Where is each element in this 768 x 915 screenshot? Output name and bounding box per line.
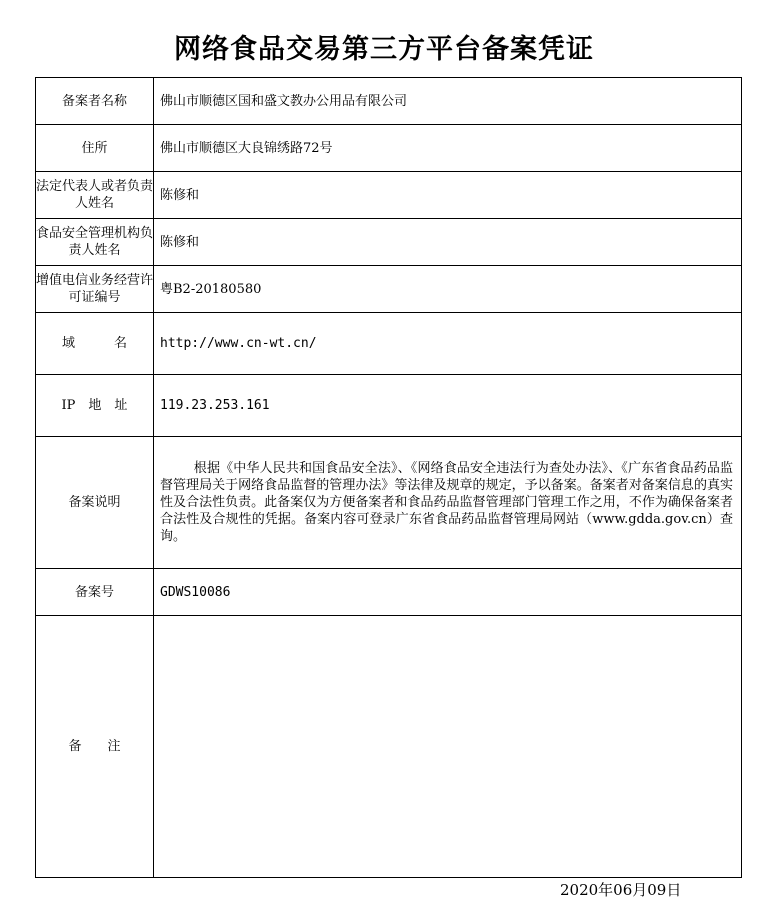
table-row-food-safety-manager — [36, 219, 742, 266]
description-label: 备案说明 — [36, 437, 154, 569]
record-no-label: 备案号 — [36, 569, 154, 616]
table-row-telecom-license — [36, 266, 742, 313]
issue-date: 2020年06月09日 — [560, 881, 682, 899]
filer-name-value: 佛山市顺德区国和盛文教办公用品有限公司 — [154, 78, 742, 125]
description-cell — [154, 437, 742, 569]
food-safety-manager-label: 食品安全管理机构负责人姓名 — [36, 219, 154, 266]
ip-address-label: IP 地 址 — [36, 375, 154, 437]
table-row-domain — [36, 313, 742, 375]
address-value: 佛山市顺德区大良锦绣路72号 — [154, 125, 742, 172]
table-row-description — [36, 437, 742, 569]
food-safety-manager-value: 陈修和 — [154, 219, 742, 266]
legal-rep-value: 陈修和 — [154, 172, 742, 219]
ip-address-value: 119.23.253.161 — [154, 375, 742, 437]
domain-label: 域 名 — [36, 313, 154, 375]
address-label: 住所 — [36, 125, 154, 172]
record-table — [35, 77, 742, 878]
domain-value: http://www.cn-wt.cn/ — [154, 313, 742, 375]
legal-rep-label: 法定代表人或者负责人姓名 — [36, 172, 154, 219]
telecom-license-value: 粤B2-20180580 — [154, 266, 742, 313]
table-row-address — [36, 125, 742, 172]
table-row-record-no — [36, 569, 742, 616]
document-title: 网络食品交易第三方平台备案凭证 — [174, 34, 594, 65]
remarks-label: 备 注 — [36, 616, 154, 878]
telecom-license-label: 增值电信业务经营许可证编号 — [36, 266, 154, 313]
remarks-value — [154, 616, 742, 878]
table-row-filer-name — [36, 78, 742, 125]
table-row-remarks — [36, 616, 742, 878]
record-no-value: GDWS10086 — [154, 569, 742, 616]
table-row-legal-rep — [36, 172, 742, 219]
table-row-ip-address — [36, 375, 742, 437]
description-text: 根据《中华人民共和国食品安全法》、《网络食品安全违法行为查处办法》、《广东省食品药品监督管理局关于网络食品监督的管理办法》等法律及规章的规定，予以备案。备案者对备案信息的真实性及合法性负责。此备案仅为方便备案者和食品药品监督管理部门管理工作之用，不作为确保备案者合法性及合规性的凭据。备案内容可登录广东省食品药品监督管理局网站（www.gdda.gov.cn）查询。 — [160, 461, 733, 544]
filer-name-label: 备案者名称 — [36, 78, 154, 125]
